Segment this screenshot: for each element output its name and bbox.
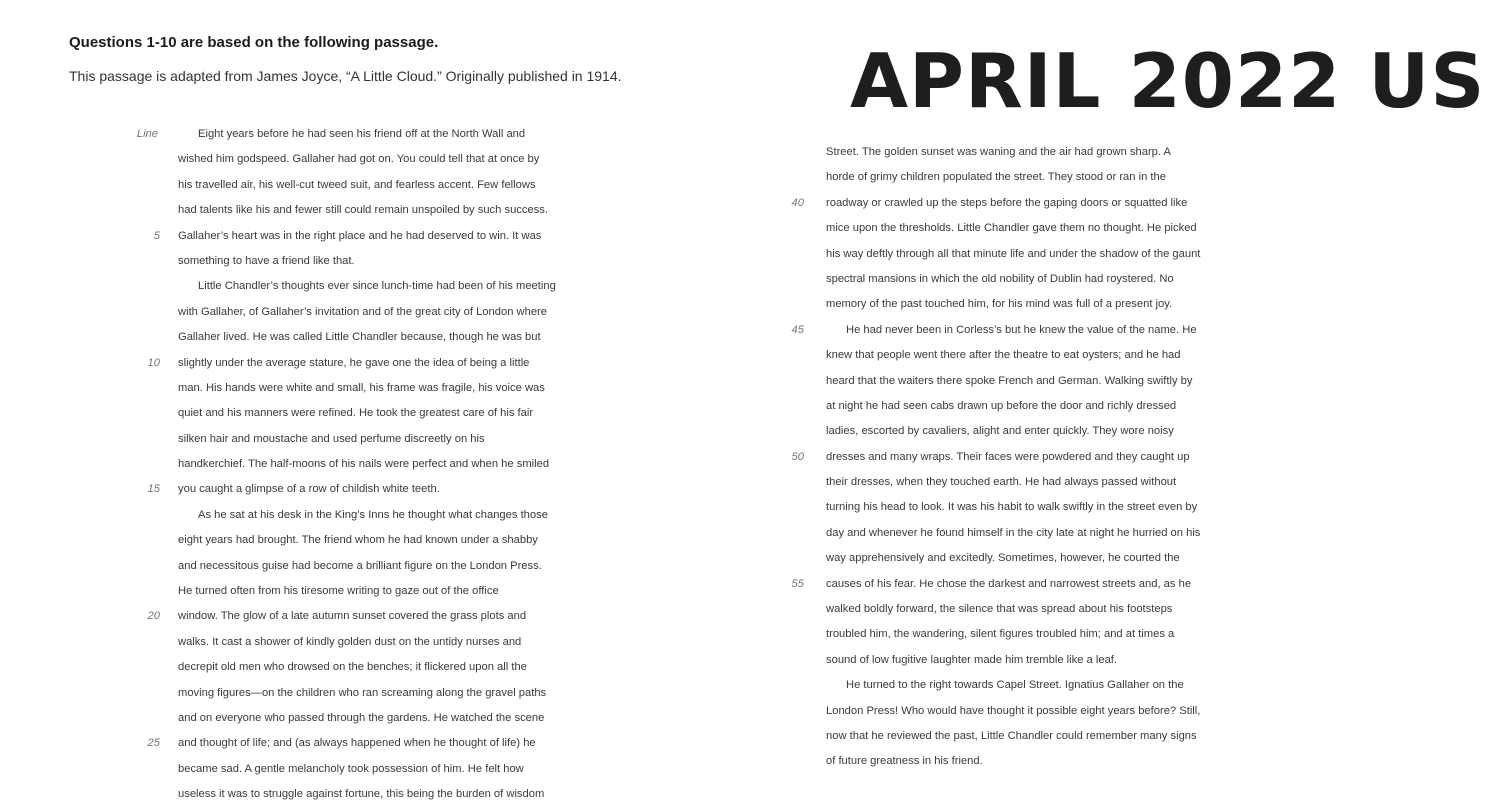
passage-line <box>778 267 1278 292</box>
line-number: 50 <box>791 450 804 463</box>
passage-line <box>778 318 1278 343</box>
passage-line <box>120 173 620 198</box>
line-text: walks. It cast a shower of kindly golden dust on the untidy nurses and <box>178 635 522 648</box>
passage-line <box>778 394 1278 419</box>
line-text: turning his head to look. It was his habit to walk swiftly in the street even by <box>826 501 1198 514</box>
line-text: horde of grimy children populated the street. They stood or ran in the <box>826 171 1166 184</box>
passage-line <box>120 198 620 223</box>
line-text: his way deftly through all that minute life and under the shadow of the gaunt <box>826 247 1201 260</box>
line-text: way apprehensively and excitedly. Sometimes, however, he courted the <box>826 552 1180 565</box>
line-text: you caught a glimpse of a row of childish white teeth. <box>178 483 440 496</box>
line-number: 20 <box>147 610 160 623</box>
passage-intro: This passage is adapted from James Joyce, “A Little Cloud.” Originally published in 1914. <box>69 68 622 84</box>
left-passage-column <box>120 122 620 808</box>
passage-line <box>120 706 620 731</box>
passage-line <box>778 419 1278 444</box>
passage-line <box>120 554 620 579</box>
line-text: He turned to the right towards Capel Street. Ignatius Gallaher on the <box>846 679 1184 692</box>
passage-line <box>120 325 620 350</box>
passage-line <box>120 579 620 604</box>
line-text: man. His hands were white and small, his frame was fragile, his voice was <box>178 381 545 394</box>
passage-line <box>778 648 1278 673</box>
passage-line <box>778 242 1278 267</box>
line-number: 25 <box>147 737 160 750</box>
line-text: silken hair and moustache and used perfume discreetly on his <box>178 432 485 445</box>
line-number: 15 <box>147 483 160 496</box>
passage-line <box>778 673 1278 698</box>
passage-line <box>120 249 620 274</box>
line-text: now that he reviewed the past, Little Chandler could remember many signs <box>826 729 1197 742</box>
passage-line <box>120 757 620 782</box>
line-text: roadway or crawled up the steps before the gaping doors or squatted like <box>826 196 1188 209</box>
line-text: and necessitous guise had become a brilliant figure on the London Press. <box>178 559 542 572</box>
line-number: 10 <box>147 356 160 369</box>
line-text: his travelled air, his well-cut tweed suit, and fearless accent. Few fellows <box>178 178 536 191</box>
passage-line <box>778 572 1278 597</box>
line-number: 45 <box>791 323 804 336</box>
line-text: their dresses, when they touched earth. He had always passed without <box>826 476 1177 489</box>
line-text: window. The glow of a late autumn sunset covered the grass plots and <box>178 610 527 623</box>
line-text: had talents like his and fewer still could remain unspoiled by such success. <box>178 204 549 217</box>
passage-heading: Questions 1-10 are based on the following passage. <box>69 34 439 51</box>
line-text: eight years had brought. The friend whom he had known under a shabby <box>178 534 538 547</box>
passage-line <box>778 165 1278 190</box>
passage-line <box>120 477 620 502</box>
line-number: 5 <box>153 229 160 242</box>
line-text: decrepit old men who drowsed on the benches; it flickered upon all the <box>178 661 527 674</box>
line-text: mice upon the thresholds. Little Chandler gave them no thought. He picked <box>826 222 1197 235</box>
passage-line <box>120 427 620 452</box>
passage-line <box>120 782 620 807</box>
line-text: at night he had seen cabs drawn up before the door and richly dressed <box>826 399 1177 412</box>
passage-line <box>778 445 1278 470</box>
line-text: Street. The golden sunset was waning and the air had grown sharp. A <box>826 146 1171 158</box>
line-text: and thought of life; and (as always happened when he thought of life) he <box>178 737 536 750</box>
passage-line <box>778 622 1278 647</box>
passage-line <box>778 699 1278 724</box>
passage-line <box>120 224 620 249</box>
passage-line <box>778 292 1278 317</box>
line-text: dresses and many wraps. Their faces were powdered and they caught up <box>826 450 1190 463</box>
passage-line <box>120 528 620 553</box>
passage-line <box>778 191 1278 216</box>
line-text: As he sat at his desk in the King’s Inns he thought what changes those <box>198 508 548 521</box>
line-text: causes of his fear. He chose the darkest and narrowest streets and, as he <box>826 577 1192 590</box>
passage-line <box>120 274 620 299</box>
line-text: useless it was to struggle against fortune, this being the burden of wisdom <box>178 788 545 801</box>
passage-line <box>120 122 620 147</box>
line-text: knew that people went there after the theatre to eat oysters; and he had <box>826 349 1181 362</box>
line-text: of future greatness in his friend. <box>826 755 983 768</box>
passage-line <box>778 495 1278 520</box>
passage-line <box>120 681 620 706</box>
passage-line <box>120 351 620 376</box>
line-text: He turned often from his tiresome writing to gaze out of the office <box>178 585 499 598</box>
line-number: Line <box>136 128 158 140</box>
passage-line <box>778 749 1278 774</box>
line-text: with Gallaher, of Gallaher’s invitation and of the great city of London where <box>178 305 547 318</box>
line-text: and on everyone who passed through the gardens. He watched the scene <box>178 711 545 724</box>
passage-line <box>120 452 620 477</box>
line-text: London Press! Who would have thought it possible eight years before? Still, <box>826 704 1201 717</box>
line-text: wished him godspeed. Gallaher had got on. You could tell that at once by <box>178 153 540 166</box>
line-text: troubled him, the wandering, silent figures troubled him; and at times a <box>826 628 1175 641</box>
passage-line <box>120 300 620 325</box>
passage-line <box>778 546 1278 571</box>
line-text: He had never been in Corless’s but he knew the value of the name. He <box>846 323 1197 336</box>
line-text: slightly under the average stature, he gave one the idea of being a little <box>178 356 530 369</box>
line-text: Eight years before he had seen his friend off at the North Wall and <box>198 128 526 140</box>
line-text: became sad. A gentle melancholy took possession of him. He felt how <box>178 762 524 775</box>
line-text: ladies, escorted by cavaliers, alight and enter quickly. They wore noisy <box>826 425 1174 438</box>
line-text: day and whenever he found himself in the city late at night he hurried on his <box>826 526 1201 539</box>
line-text: Little Chandler’s thoughts ever since lunch-time had been of his meeting <box>198 280 556 293</box>
passage-line <box>120 503 620 528</box>
line-text: something to have a friend like that. <box>178 254 355 267</box>
line-text: Gallaher lived. He was called Little Chandler because, though he was but <box>178 331 541 344</box>
line-text: moving figures—on the children who ran screaming along the gravel paths <box>178 686 547 699</box>
line-text: heard that the waiters there spoke French and German. Walking swiftly by <box>826 374 1193 387</box>
passage-line <box>120 604 620 629</box>
passage-line <box>120 147 620 172</box>
passage-line <box>120 376 620 401</box>
line-text: walked boldly forward, the silence that was spread about his footsteps <box>826 603 1173 616</box>
passage-line <box>778 343 1278 368</box>
line-text: spectral mansions in which the old nobility of Dublin had roystered. No <box>826 272 1174 285</box>
passage-line <box>778 470 1278 495</box>
passage-line <box>778 597 1278 622</box>
line-text: quiet and his manners were refined. He took the greatest care of his fair <box>178 407 534 420</box>
passage-line <box>778 724 1278 749</box>
passage-line <box>120 731 620 756</box>
line-number: 40 <box>791 196 804 209</box>
passage-line <box>778 216 1278 241</box>
line-text: sound of low fugitive laughter made him tremble like a leaf. <box>826 653 1118 666</box>
passage-line <box>120 401 620 426</box>
passage-line <box>778 140 1278 165</box>
line-number: 55 <box>791 577 804 590</box>
passage-line <box>120 630 620 655</box>
line-text: handkerchief. The half-moons of his nails were perfect and when he smiled <box>178 458 550 471</box>
line-text: Gallaher’s heart was in the right place and he had deserved to win. It was <box>178 229 542 242</box>
passage-line <box>778 521 1278 546</box>
line-text: memory of the past touched him, for his mind was full of a present joy. <box>826 298 1173 311</box>
passage-line <box>778 369 1278 394</box>
date-stamp: APRIL 2022 US <box>850 37 1486 125</box>
right-passage-column <box>778 140 1278 775</box>
passage-line <box>120 655 620 680</box>
